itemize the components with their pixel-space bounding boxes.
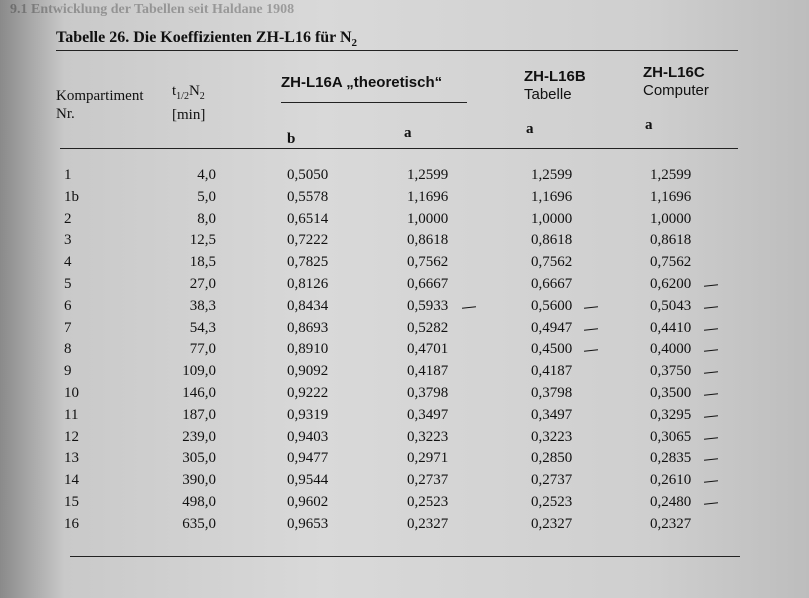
cell-compartment: 5 [64, 276, 72, 292]
cell-table-c: 0,4000 [650, 341, 692, 358]
cell-b: 0,9403 [287, 428, 329, 445]
cell-a: 0,2971 [407, 450, 449, 467]
cell-b: 0,5050 [287, 167, 329, 183]
cell-a: 0,2327 [407, 515, 449, 532]
header-group-c: ZH-L16C Computer [643, 64, 709, 99]
cell-a: 0,4187 [407, 363, 449, 380]
cell-table-c: 0,3500 [650, 385, 692, 401]
header-halftime: $t_{1/2}N_2$ [min] [172, 83, 206, 123]
cell-table-c: 0,3065 [650, 428, 692, 445]
cell-a: 1,1696 [407, 188, 449, 205]
cell-halftime: 38,3 [189, 297, 216, 314]
cell-b: 0,6514 [287, 210, 329, 227]
header-group-a: ZH-L16A „theoretisch“ [281, 74, 443, 91]
cell-a: 0,3223 [407, 428, 449, 445]
cell-compartment: 1 [64, 167, 72, 183]
table-row [0, 516, 809, 532]
cell-b: 0,7222 [287, 232, 329, 249]
pencil-mark [704, 502, 718, 504]
pencil-mark [704, 350, 718, 352]
table-title: Tabelle 26. Die Koeffizienten ZH-L16 für $N_2$ [56, 29, 358, 50]
cell-table-b: 0,7562 [531, 254, 573, 271]
table-row [0, 254, 809, 270]
pencil-mark [704, 306, 718, 308]
cell-table-b: 0,5600 [531, 297, 573, 314]
page-header-ghost: 9.1 Entwicklung der Tabellen seit Haldane 1908 [10, 2, 295, 17]
cell-b: 0,9222 [287, 385, 329, 401]
cell-table-b: 0,4187 [531, 363, 573, 380]
cell-b: 0,9319 [287, 406, 329, 423]
cell-compartment: 12 [64, 428, 79, 445]
cell-table-b: 0,3798 [531, 385, 573, 401]
cell-a: 0,8618 [407, 232, 449, 249]
cell-a: 0,5282 [407, 319, 449, 336]
table-row [0, 232, 809, 248]
cell-table-c: 0,2327 [650, 515, 692, 532]
cell-compartment: 1b [64, 188, 79, 205]
cell-halftime: 390,0 [182, 472, 216, 489]
cell-halftime: 109,0 [182, 363, 216, 380]
pencil-mark [462, 306, 476, 308]
cell-table-b: 0,8618 [531, 232, 573, 249]
cell-compartment: 6 [64, 297, 72, 314]
cell-table-b: 1,2599 [531, 167, 573, 183]
cell-table-b: 0,4500 [531, 341, 573, 358]
table-row [0, 298, 809, 314]
col-header-a-c: a [645, 117, 653, 133]
pencil-mark [704, 284, 718, 286]
table-row [0, 167, 809, 183]
cell-table-b: 0,2737 [531, 472, 573, 489]
cell-b: 0,7825 [287, 254, 329, 271]
cell-halftime: 77,0 [189, 341, 216, 358]
pencil-mark [584, 328, 598, 330]
cell-b: 0,8434 [287, 297, 329, 314]
cell-halftime: 498,0 [182, 494, 216, 510]
cell-table-c: 0,7562 [650, 254, 692, 271]
col-header-a: a [404, 125, 412, 141]
table-row [0, 472, 809, 488]
cell-b: 0,8126 [287, 276, 329, 292]
cell-table-c: 0,2835 [650, 450, 692, 467]
cell-b: 0,8910 [287, 341, 329, 358]
cell-table-c: 0,3295 [650, 406, 692, 423]
cell-a: 0,6667 [407, 276, 449, 292]
cell-compartment: 11 [64, 406, 79, 423]
group-a-rule [281, 102, 467, 103]
cell-table-c: 0,8618 [650, 232, 692, 249]
pencil-mark [704, 371, 718, 373]
cell-a: 0,7562 [407, 254, 449, 271]
cell-b: 0,9477 [287, 450, 329, 467]
col-header-b: b [287, 131, 296, 147]
cell-b: 0,9092 [287, 363, 329, 380]
cell-table-c: 1,1696 [650, 188, 692, 205]
header-compartment: Kompartiment Nr. [56, 88, 144, 122]
col-header-a-b: a [526, 121, 534, 137]
cell-a: 1,0000 [407, 210, 449, 227]
cell-table-b: 0,6667 [531, 276, 573, 292]
cell-compartment: 13 [64, 450, 79, 467]
cell-table-b: 0,2850 [531, 450, 573, 467]
cell-table-b: 1,0000 [531, 210, 573, 227]
cell-table-c: 0,2610 [650, 472, 692, 489]
cell-halftime: 12,5 [189, 232, 216, 249]
cell-compartment: 9 [64, 363, 72, 380]
cell-table-c: 0,3750 [650, 363, 692, 380]
cell-compartment: 2 [64, 210, 72, 227]
table-row [0, 407, 809, 423]
cell-compartment: 16 [64, 515, 79, 532]
top-rule [56, 50, 738, 51]
header-group-b: ZH-L16B Tabelle [524, 68, 586, 103]
bottom-rule [70, 556, 740, 557]
cell-compartment: 15 [64, 494, 79, 510]
table-row [0, 276, 809, 292]
header-bottom-rule [60, 148, 738, 149]
cell-halftime: 27,0 [189, 276, 216, 292]
cell-compartment: 3 [64, 232, 72, 249]
pencil-mark [584, 350, 598, 352]
cell-table-c: 0,6200 [650, 276, 692, 292]
table-row [0, 429, 809, 445]
cell-a: 0,2523 [407, 494, 449, 510]
cell-halftime: 187,0 [182, 406, 216, 423]
cell-table-b: 0,2327 [531, 515, 573, 532]
table-row [0, 494, 809, 510]
cell-table-b: 0,4947 [531, 319, 573, 336]
cell-b: 0,9653 [287, 515, 329, 532]
table-row [0, 320, 809, 336]
cell-halftime: 4,0 [197, 167, 216, 183]
cell-table-b: 0,3497 [531, 406, 573, 423]
cell-table-c: 0,4410 [650, 319, 692, 336]
pencil-mark [704, 459, 718, 461]
cell-b: 0,8693 [287, 319, 329, 336]
cell-halftime: 305,0 [182, 450, 216, 467]
cell-a: 1,2599 [407, 167, 449, 183]
cell-a: 0,3798 [407, 385, 449, 401]
pencil-mark [584, 306, 598, 308]
cell-table-c: 0,2480 [650, 494, 692, 510]
cell-halftime: 635,0 [182, 515, 216, 532]
cell-compartment: 10 [64, 385, 79, 401]
cell-table-b: 0,3223 [531, 428, 573, 445]
cell-table-b: 0,2523 [531, 494, 573, 510]
cell-compartment: 8 [64, 341, 72, 358]
pencil-mark [704, 437, 718, 439]
pencil-mark [704, 393, 718, 395]
cell-table-c: 1,0000 [650, 210, 692, 227]
table-row [0, 189, 809, 205]
cell-table-b: 1,1696 [531, 188, 573, 205]
cell-halftime: 5,0 [197, 188, 216, 205]
table-row [0, 341, 809, 357]
cell-a: 0,5933 [407, 297, 449, 314]
cell-compartment: 4 [64, 254, 72, 271]
cell-halftime: 18,5 [189, 254, 216, 271]
cell-halftime: 146,0 [182, 385, 216, 401]
cell-halftime: 8,0 [197, 210, 216, 227]
pencil-mark [704, 480, 718, 482]
cell-a: 0,2737 [407, 472, 449, 489]
cell-compartment: 7 [64, 319, 72, 336]
cell-compartment: 14 [64, 472, 79, 489]
cell-table-c: 1,2599 [650, 167, 692, 183]
pencil-mark [704, 415, 718, 417]
table-row [0, 363, 809, 379]
cell-table-c: 0,5043 [650, 297, 692, 314]
cell-b: 0,9544 [287, 472, 329, 489]
table-row [0, 211, 809, 227]
cell-halftime: 54,3 [189, 319, 216, 336]
cell-halftime: 239,0 [182, 428, 216, 445]
cell-a: 0,4701 [407, 341, 449, 358]
table-row [0, 385, 809, 401]
table-row [0, 450, 809, 466]
pencil-mark [704, 328, 718, 330]
cell-b: 0,9602 [287, 494, 329, 510]
cell-b: 0,5578 [287, 188, 329, 205]
cell-a: 0,3497 [407, 406, 449, 423]
